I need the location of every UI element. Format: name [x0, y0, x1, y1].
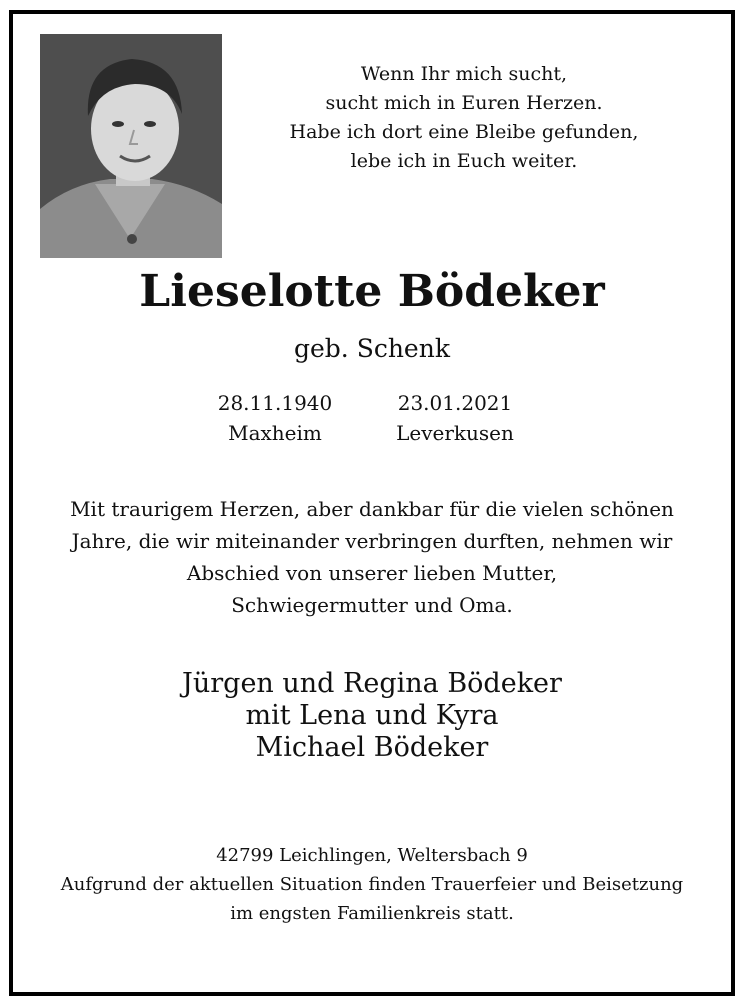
death-date: 23.01.2021 — [397, 391, 513, 415]
deceased-name: Lieselotte Bödeker — [139, 266, 605, 317]
portrait-photo — [40, 34, 222, 258]
death-info — [380, 388, 530, 448]
poem-line: sucht mich in Euren Herzen. — [325, 92, 603, 114]
mourner-line: Jürgen und Regina Bödeker — [182, 668, 562, 699]
mourner-line: Michael Bödeker — [255, 732, 489, 763]
mourners-list — [0, 668, 744, 764]
footer-info — [30, 841, 714, 928]
maiden-name: geb. Schenk — [294, 334, 450, 363]
notice-line: im engsten Familienkreis statt. — [230, 903, 514, 924]
farewell-message — [40, 493, 704, 621]
poem-line: Habe ich dort eine Bleibe gefunden, — [289, 121, 639, 143]
death-place: Leverkusen — [396, 421, 514, 445]
message-line: Abschied von unserer lieben Mutter, — [186, 561, 558, 585]
notice-line: Aufgrund der aktuellen Situation finden Trauerfeier und Beisetzung — [60, 874, 684, 895]
message-line: Mit traurigem Herzen, aber dankbar für die vielen schönen — [70, 497, 674, 521]
birth-date: 28.11.1940 — [217, 391, 333, 415]
birth-place: Maxheim — [228, 421, 322, 445]
address: 42799 Leichlingen, Weltersbach 9 — [216, 845, 528, 866]
message-line: Schwiegermutter und Oma. — [231, 593, 513, 617]
poem-line: lebe ich in Euch weiter. — [350, 150, 578, 172]
birth-info — [190, 388, 360, 448]
poem-verse — [262, 60, 666, 176]
mourner-line: mit Lena und Kyra — [245, 700, 499, 731]
message-line: Jahre, die wir miteinander verbringen durften, nehmen wir — [71, 529, 673, 553]
poem-line: Wenn Ihr mich sucht, — [360, 63, 568, 85]
